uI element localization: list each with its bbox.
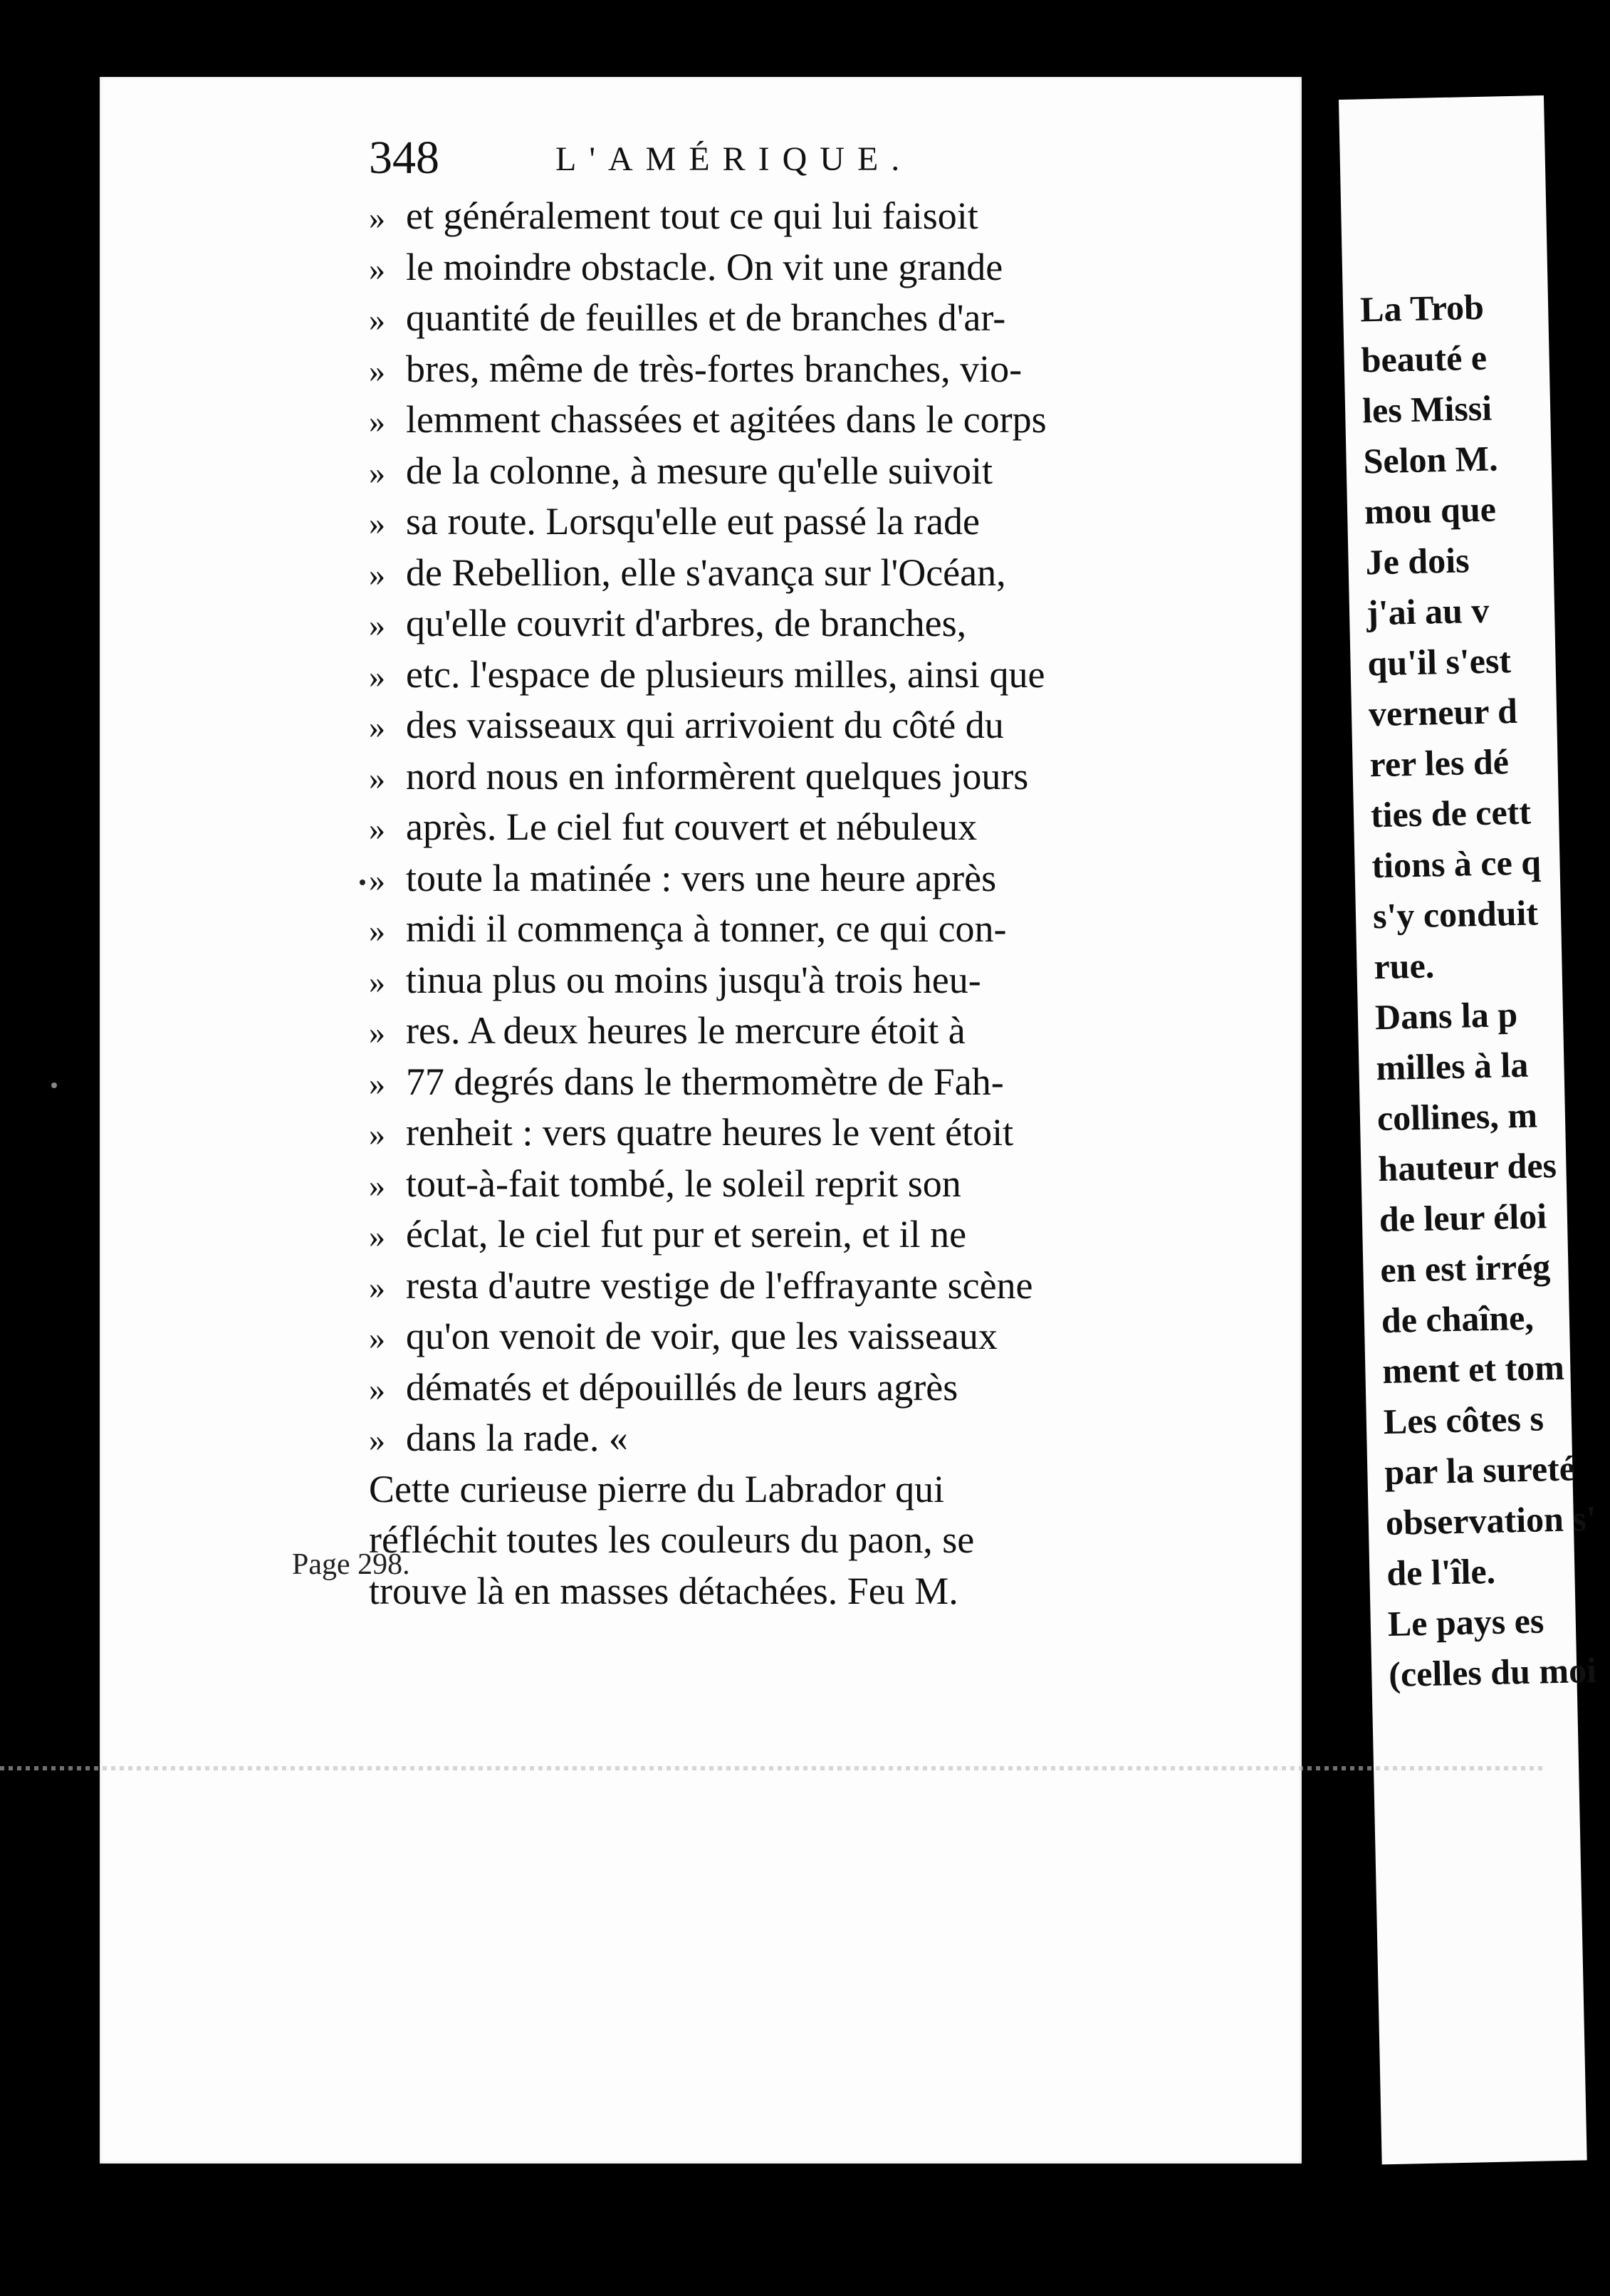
right-page-line: Les côtes s xyxy=(1383,1398,1544,1442)
right-page-line: rue. xyxy=(1373,945,1435,987)
line-text: midi il commença à tonner, ce qui con- xyxy=(406,907,1007,950)
text-line xyxy=(369,446,1230,497)
quote-mark: » xyxy=(369,199,385,236)
line-text: etc. l'espace de plusieurs milles, ainsi que xyxy=(406,652,1045,696)
line-text: lemment chassées et agitées dans le corps xyxy=(406,398,1047,441)
line-text: bres, même de très-fortes branches, vio- xyxy=(406,347,1023,390)
line-text: qu'on venoit de voir, que les vaisseaux xyxy=(406,1315,998,1357)
right-page-line: mou que xyxy=(1364,489,1497,532)
right-page-line: milles à la xyxy=(1375,1044,1529,1088)
text-line xyxy=(369,395,1230,446)
line-text: après. Le ciel fut couvert et nébuleux xyxy=(406,805,978,848)
line-text: le moindre obstacle. On vit une grande xyxy=(406,245,1003,288)
text-line xyxy=(369,802,1230,853)
right-page-line: de leur éloi xyxy=(1379,1196,1547,1240)
right-page-line: qu'il s'est xyxy=(1366,640,1512,684)
text-line xyxy=(369,1515,1230,1566)
quote-mark: » xyxy=(369,1167,385,1204)
text-line xyxy=(369,955,1230,1006)
right-page-line: en est irrég xyxy=(1379,1246,1551,1290)
right-page-line: j'ai au v xyxy=(1366,590,1490,633)
text-line xyxy=(369,293,1230,344)
quote-mark: » xyxy=(369,403,385,439)
text-line xyxy=(369,548,1230,599)
text-line xyxy=(369,904,1230,955)
quote-mark: » xyxy=(369,810,385,847)
text-line xyxy=(369,1057,1230,1108)
right-page-line: tions à ce q xyxy=(1371,842,1542,886)
running-title: L'AMÉRIQUE. xyxy=(555,140,913,178)
quote-mark: » xyxy=(369,1421,385,1458)
text-line xyxy=(369,1362,1230,1414)
quote-mark: » xyxy=(369,1014,385,1050)
line-text: quantité de feuilles et de branches d'ar- xyxy=(406,296,1006,339)
right-page-line: Selon M. xyxy=(1363,438,1499,481)
right-page-line: de chaîne, xyxy=(1381,1297,1535,1341)
text-line xyxy=(369,649,1230,701)
line-text: réfléchit toutes les couleurs du paon, se xyxy=(369,1518,975,1561)
right-page-line: ment et tom xyxy=(1381,1347,1565,1392)
text-line xyxy=(369,242,1230,293)
line-text: 77 degrés dans le thermomètre de Fah- xyxy=(406,1060,1004,1103)
text-line xyxy=(369,853,1230,904)
line-text: renheit : vers quatre heures le vent étoit xyxy=(406,1111,1014,1154)
quote-mark: » xyxy=(369,1268,385,1305)
quote-mark: » xyxy=(369,555,385,593)
running-header xyxy=(369,131,1081,188)
text-line xyxy=(369,1159,1230,1210)
right-page-line: les Missi xyxy=(1361,387,1493,431)
quote-mark: » xyxy=(369,505,385,541)
line-text: dématés et dépouillés de leurs agrès xyxy=(406,1365,958,1409)
right-page-text xyxy=(1359,280,1599,1700)
line-text: resta d'autre vestige de l'effrayante scène xyxy=(406,1263,1033,1307)
quote-mark: » xyxy=(369,1320,385,1356)
line-text: sa route. Lorsqu'elle eut passé la rade xyxy=(406,500,980,543)
quote-mark: » xyxy=(369,454,385,491)
scan-speck xyxy=(51,1082,57,1088)
right-page-line: La Trob xyxy=(1359,286,1485,330)
scan-speck xyxy=(360,880,365,885)
text-line xyxy=(369,1107,1230,1159)
line-text: qu'elle couvrit d'arbres, de branches, xyxy=(406,602,967,645)
right-page-line: beauté e xyxy=(1361,337,1488,380)
quote-mark: » xyxy=(369,709,385,745)
line-text: nord nous en informèrent quelques jours xyxy=(406,754,1029,798)
quote-mark: » xyxy=(369,963,385,1000)
quote-mark: » xyxy=(369,1218,385,1254)
right-page-line: Je dois xyxy=(1365,540,1470,583)
right-page-line: de l'île. xyxy=(1386,1550,1496,1594)
text-line xyxy=(369,1261,1230,1312)
line-text: de Rebellion, elle s'avança sur l'Océan, xyxy=(406,550,1006,594)
line-text: de la colonne, à mesure qu'elle suivoit xyxy=(406,449,993,492)
right-page-line: Dans la p xyxy=(1374,994,1518,1038)
right-page xyxy=(1339,95,1597,2164)
line-text: res. A deux heures le mercure étoit à xyxy=(406,1009,966,1052)
text-line xyxy=(369,1209,1230,1261)
text-line xyxy=(369,191,1230,242)
right-page-line: rer les dé xyxy=(1369,741,1510,785)
quote-mark: » xyxy=(369,607,385,643)
quote-mark: » xyxy=(369,912,385,949)
text-line xyxy=(369,1566,1230,1617)
quote-mark: » xyxy=(369,301,385,338)
quote-mark: » xyxy=(369,861,385,898)
line-text: et généralement tout ce qui lui faisoit xyxy=(406,194,978,237)
quote-mark: » xyxy=(369,1065,385,1102)
right-page-line: observation s' xyxy=(1385,1498,1597,1543)
right-page-line: (celles du moi xyxy=(1388,1649,1597,1695)
text-line xyxy=(369,1413,1230,1464)
text-line xyxy=(369,344,1230,395)
line-text: toute la matinée : vers une heure après xyxy=(406,856,997,899)
text-line xyxy=(369,1464,1230,1515)
right-page-line: verneur d xyxy=(1368,690,1518,734)
line-text: Cette curieuse pierre du Labrador qui xyxy=(369,1467,945,1510)
quote-mark: » xyxy=(369,1370,385,1407)
right-page-line: s'y conduit xyxy=(1372,892,1539,936)
text-line xyxy=(369,700,1230,751)
text-line xyxy=(369,751,1230,803)
text-line xyxy=(369,1311,1230,1362)
line-text: tinua plus ou moins jusqu'à trois heu- xyxy=(406,958,981,1001)
line-text: trouve là en masses détachées. Feu M. xyxy=(369,1569,958,1612)
margin-note: Page 298. xyxy=(292,1548,410,1581)
line-text: tout-à-fait tombé, le soleil reprit son xyxy=(406,1162,961,1205)
right-page-line: hauteur des xyxy=(1377,1144,1557,1189)
right-page-line: ties de cett xyxy=(1370,791,1532,835)
text-line xyxy=(369,496,1230,548)
text-line xyxy=(369,1006,1230,1057)
quote-mark: » xyxy=(369,250,385,287)
line-text: éclat, le ciel fut pur et serein, et il ne xyxy=(406,1213,967,1256)
quote-mark: » xyxy=(369,1116,385,1152)
text-line xyxy=(369,598,1230,649)
line-text: dans la rade. « xyxy=(406,1416,628,1459)
right-page-line: par la sureté xyxy=(1384,1448,1576,1493)
scan-artifact-rule xyxy=(0,1766,1544,1770)
line-text: des vaisseaux qui arrivoient du côté du xyxy=(406,704,1004,746)
quote-mark: » xyxy=(369,759,385,796)
quote-mark: » xyxy=(369,352,385,389)
body-text xyxy=(369,191,1230,1617)
right-page-line: collines, m xyxy=(1376,1095,1538,1139)
right-page-line: Le pays es xyxy=(1387,1600,1544,1644)
page-number: 348 xyxy=(369,132,439,184)
quote-mark: » xyxy=(369,657,385,694)
